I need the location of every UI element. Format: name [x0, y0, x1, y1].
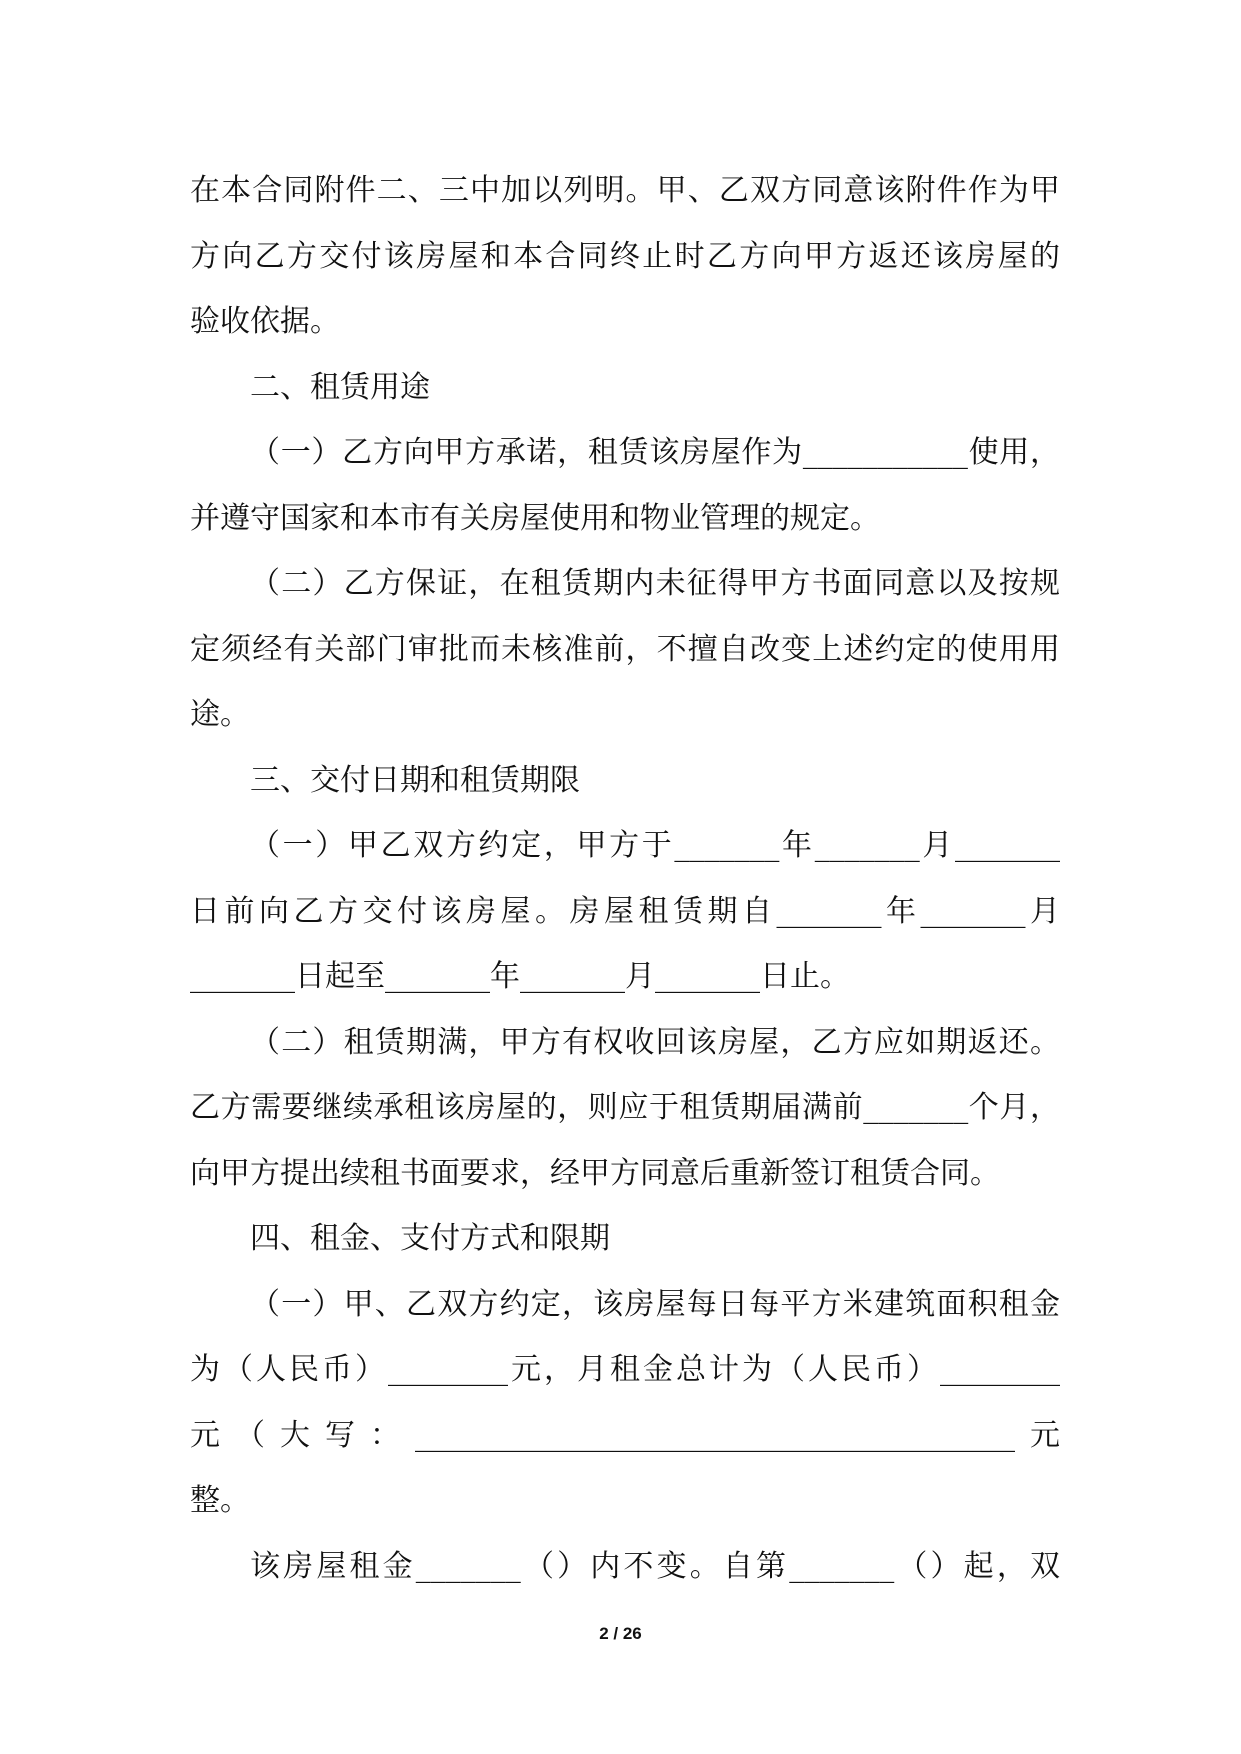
- section-heading: 三、交付日期和租赁期限: [250, 762, 580, 798]
- paragraph-line: （二）租赁期满，甲方有权收回该房屋，乙方应如期返还。: [250, 1024, 1060, 1060]
- paragraph-line: （一）甲乙双方约定，甲方于_______年_______月_______: [250, 828, 1060, 863]
- paragraph-line: 日前向乙方交付该房屋。房屋租赁期自_______年_______月: [190, 893, 1060, 929]
- page-number: 2 / 26: [599, 1624, 642, 1643]
- paragraph-line: 方向乙方交付该房屋和本合同终止时乙方向甲方返还该房屋的: [190, 238, 1060, 274]
- document-body: [190, 158, 1060, 1599]
- paragraph-line: 验收依据。: [190, 304, 340, 339]
- paragraph-line: 途。: [190, 697, 250, 732]
- paragraph-line: （二）乙方保证，在租赁期内未征得甲方书面同意以及按规: [250, 566, 1060, 601]
- paragraph-line: 为（人民币）________元，月租金总计为（人民币）________: [190, 1352, 1060, 1387]
- paragraph-line: _______日起至_______年_______月_______日止。: [190, 959, 850, 994]
- paragraph-line: 在本合同附件二、三中加以列明。甲、乙双方同意该附件作为甲: [190, 173, 1060, 208]
- paragraph-line: 定须经有关部门审批而未核准前，不擅自改变上述约定的使用用: [190, 631, 1060, 667]
- paragraph-line: 该房屋租金_______（）内不变。自第_______（）起，双: [250, 1548, 1060, 1584]
- paragraph-line: （一）甲、乙双方约定，该房屋每日每平方米建筑面积租金: [250, 1286, 1060, 1322]
- paragraph-line: 元（大写：________________________________________元: [190, 1417, 1060, 1453]
- paragraph-line: 向甲方提出续租书面要求，经甲方同意后重新签订租赁合同。: [190, 1155, 1000, 1191]
- paragraph-line: 整。: [190, 1483, 250, 1518]
- section-heading: 四、租金、支付方式和限期: [250, 1221, 610, 1256]
- paragraph-line: 并遵守国家和本市有关房屋使用和物业管理的规定。: [190, 500, 880, 536]
- paragraph-line: 乙方需要继续承租该房屋的，则应于租赁期届满前_______个月，: [190, 1090, 1060, 1125]
- paragraph-line: （一）乙方向甲方承诺，租赁该房屋作为___________使用，: [250, 435, 1060, 470]
- section-heading: 二、租赁用途: [250, 369, 430, 405]
